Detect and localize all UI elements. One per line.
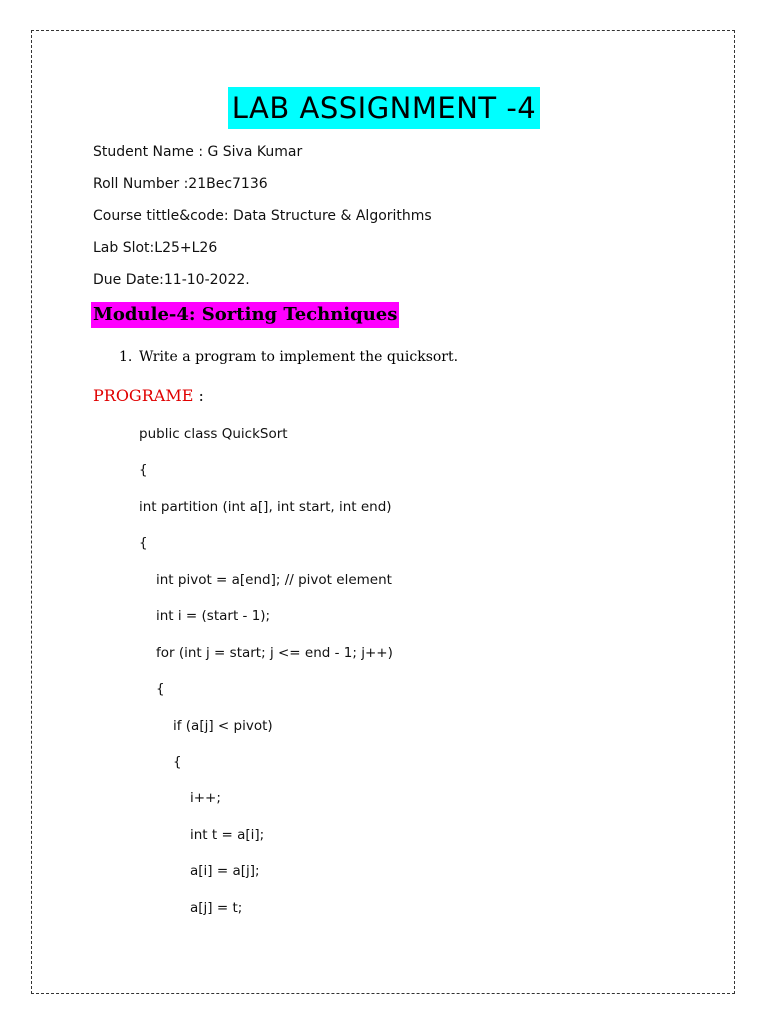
program-label bbox=[93, 386, 204, 405]
question-item bbox=[119, 349, 458, 365]
code-line: i++; bbox=[190, 790, 221, 806]
code-line: if (a[j] < pivot) bbox=[173, 718, 273, 734]
lab-slot: Lab Slot:L25+L26 bbox=[93, 240, 218, 256]
page-title: LAB ASSIGNMENT -4 bbox=[228, 87, 541, 129]
code-line: int partition (int a[], int start, int end) bbox=[139, 499, 392, 515]
code-line: a[i] = a[j]; bbox=[190, 863, 260, 879]
program-label-colon: : bbox=[193, 386, 204, 405]
module-heading: Module-4: Sorting Techniques bbox=[91, 302, 399, 328]
code-line: public class QuickSort bbox=[139, 426, 288, 442]
code-line: int t = a[i]; bbox=[190, 827, 265, 843]
code-line: { bbox=[173, 754, 182, 770]
question-text: Write a program to implement the quicksort. bbox=[139, 349, 459, 365]
due-date: Due Date:11-10-2022. bbox=[93, 272, 250, 288]
code-line: { bbox=[139, 462, 148, 478]
code-line: a[j] = t; bbox=[190, 900, 243, 916]
code-line: { bbox=[156, 681, 165, 697]
program-label-text: PROGRAME bbox=[93, 386, 194, 405]
code-line: for (int j = start; j <= end - 1; j++) bbox=[156, 645, 393, 661]
student-name: Student Name : G Siva Kumar bbox=[93, 144, 303, 160]
code-line: int i = (start - 1); bbox=[156, 608, 271, 624]
code-line: int pivot = a[end]; // pivot element bbox=[156, 572, 392, 588]
code-line: { bbox=[139, 535, 148, 551]
title-container bbox=[0, 87, 768, 129]
question-number: 1. bbox=[119, 349, 133, 365]
course-title: Course tittle&code: Data Structure & Algorithms bbox=[93, 208, 432, 224]
roll-number: Roll Number :21Bec7136 bbox=[93, 176, 268, 192]
